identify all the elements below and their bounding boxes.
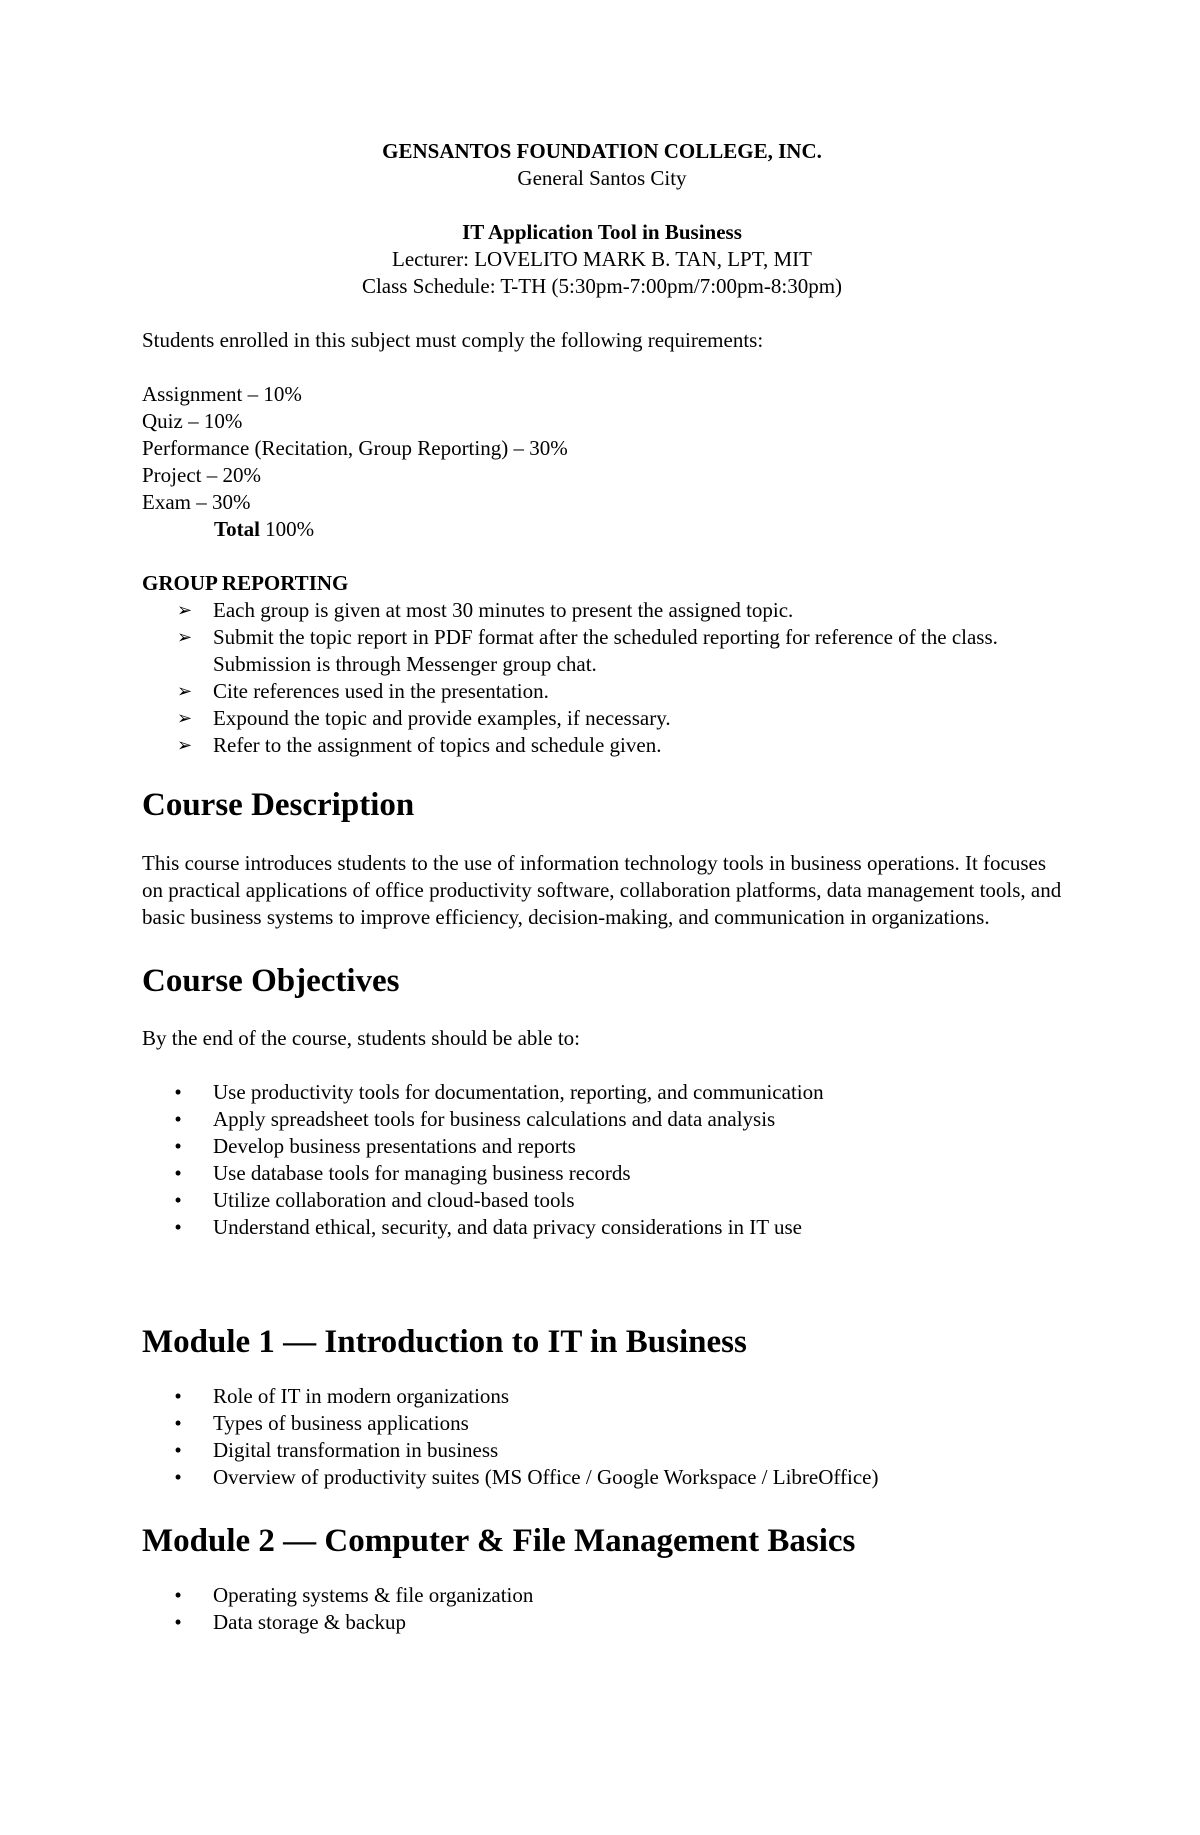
list-item: ➢ Refer to the assignment of topics and schedule given.	[177, 733, 662, 757]
arrow-bullet-icon: ➢	[177, 627, 193, 647]
course-objectives-intro: By the end of the course, students should be able to:	[142, 1026, 580, 1050]
weight-item: Exam – 30%	[142, 490, 251, 514]
lecturer-line: Lecturer: LOVELITO MARK B. TAN, LPT, MIT	[392, 247, 812, 271]
weight-item: Performance (Recitation, Group Reporting) – 30%	[142, 436, 568, 460]
schedule-line: Class Schedule: T-TH (5:30pm-7:00pm/7:00pm-8:30pm)	[361, 274, 843, 298]
bullet-dot-icon: •	[174, 1107, 182, 1131]
requirements-intro: Students enrolled in this subject must comply the following requirements:	[142, 328, 764, 352]
bullet-dot-icon: •	[174, 1465, 182, 1489]
bullet-dot-icon: •	[174, 1610, 182, 1634]
bullet-dot-icon: •	[174, 1583, 182, 1607]
list-item: • Use productivity tools for documentation, reporting, and communication	[142, 1079, 1062, 1106]
list-item: ➢ Cite references used in the presentation.	[177, 679, 549, 703]
module-1-heading: Module 1 — Introduction to IT in Business	[142, 1324, 747, 1360]
bullet-dot-icon: •	[174, 1384, 182, 1408]
bullet-dot-icon: •	[174, 1161, 182, 1185]
list-item: • Overview of productivity suites (MS Office / Google Workspace / LibreOffice)	[142, 1464, 1062, 1491]
grade-weights	[142, 381, 1062, 543]
module-1-list	[142, 1383, 1062, 1491]
list-item: ➢ Each group is given at most 30 minutes to present the assigned topic.	[177, 598, 794, 622]
module-2-heading: Module 2 — Computer & File Management Basics	[142, 1523, 856, 1559]
list-item: • Use database tools for managing business records	[142, 1160, 1062, 1187]
group-reporting-list	[142, 597, 1062, 759]
course-objectives-heading: Course Objectives	[142, 963, 400, 999]
bullet-dot-icon: •	[174, 1438, 182, 1462]
list-item: • Types of business applications	[142, 1410, 1062, 1437]
total-label: Total	[214, 517, 260, 541]
list-item: • Data storage & backup	[142, 1609, 1062, 1636]
list-item: • Apply spreadsheet tools for business calculations and data analysis	[142, 1106, 1062, 1133]
list-item: • Operating systems & file organization	[142, 1582, 1062, 1609]
course-title: IT Application Tool in Business	[462, 220, 742, 244]
total-value: 100%	[265, 517, 315, 541]
school-city: General Santos City	[517, 166, 687, 190]
arrow-bullet-icon: ➢	[177, 708, 193, 728]
weight-item: Project – 20%	[142, 463, 261, 487]
bullet-dot-icon: •	[174, 1411, 182, 1435]
school-name: GENSANTOS FOUNDATION COLLEGE, INC.	[382, 139, 822, 163]
arrow-bullet-icon: ➢	[177, 735, 193, 755]
list-item: • Utilize collaboration and cloud-based tools	[142, 1187, 1062, 1214]
group-reporting-title: GROUP REPORTING	[142, 571, 349, 595]
list-item: • Role of IT in modern organizations	[142, 1383, 1062, 1410]
bullet-dot-icon: •	[174, 1134, 182, 1158]
course-description-heading: Course Description	[142, 787, 415, 823]
weight-item: Quiz – 10%	[142, 409, 243, 433]
weight-total	[142, 516, 1062, 543]
arrow-bullet-icon: ➢	[177, 681, 193, 701]
arrow-bullet-icon: ➢	[177, 600, 193, 620]
weight-item: Assignment – 10%	[142, 382, 302, 406]
bullet-dot-icon: •	[174, 1215, 182, 1239]
document-content	[142, 138, 1062, 1636]
list-item: • Develop business presentations and reports	[142, 1133, 1062, 1160]
course-description-text: This course introduces students to the use of information technology tools in business operations. It focuses on practical applications of office productivity software, collaboration platforms, data management tools, and basic business systems to improve efficiency, decision-making, and communication in organizations.	[142, 851, 1062, 929]
list-item: • Understand ethical, security, and data privacy considerations in IT use	[142, 1214, 1062, 1241]
list-item: ➢ Expound the topic and provide examples, if necessary.	[177, 706, 671, 730]
list-item: ➢ Submit the topic report in PDF format after the scheduled reporting for reference of the class. Submission is through Messenger group chat.	[177, 625, 998, 676]
module-2-list	[142, 1582, 1062, 1636]
bullet-dot-icon: •	[174, 1188, 182, 1212]
bullet-dot-icon: •	[174, 1080, 182, 1104]
list-item: • Digital transformation in business	[142, 1437, 1062, 1464]
course-objectives-list	[142, 1079, 1062, 1241]
